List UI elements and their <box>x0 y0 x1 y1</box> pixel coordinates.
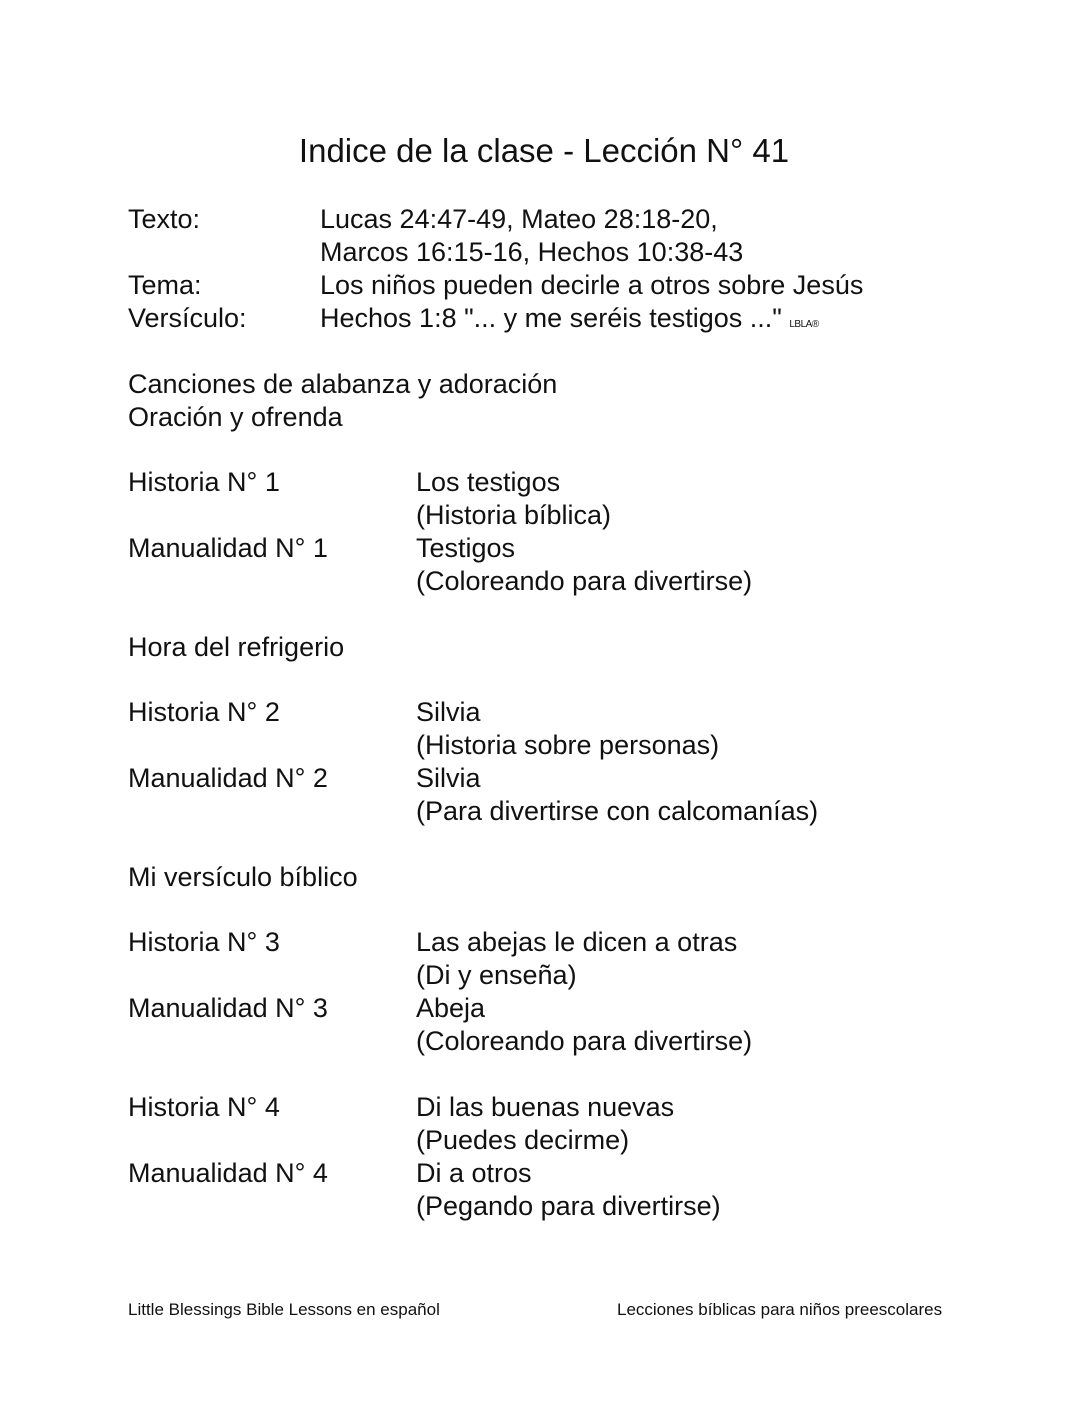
snack-time: Hora del refrigerio <box>128 632 345 662</box>
page-title: Indice de la clase - Lección N° 41 <box>298 132 790 169</box>
craft-4-label: Manualidad N° 4 <box>128 1158 328 1188</box>
craft-4-title: Di a otros <box>416 1158 532 1188</box>
texto-line-2: Marcos 16:15-16, Hechos 10:38-43 <box>320 237 744 267</box>
craft-2-subtitle: (Para divertirse con calcomanías) <box>416 796 819 826</box>
craft-2-title: Silvia <box>416 763 481 793</box>
craft-3-subtitle: (Coloreando para divertirse) <box>416 1026 753 1056</box>
footer-right: Lecciones bíblicas para niños preescolares <box>617 1300 943 1319</box>
story-4-title: Di las buenas nuevas <box>416 1092 675 1122</box>
story-2-subtitle: (Historia sobre personas) <box>416 730 720 760</box>
craft-3-label: Manualidad N° 3 <box>128 993 328 1023</box>
story-3-title: Las abejas le dicen a otras <box>416 927 738 957</box>
craft-1-subtitle: (Coloreando para divertirse) <box>416 566 753 596</box>
story-1-subtitle: (Historia bíblica) <box>416 500 612 530</box>
footer-left: Little Blessings Bible Lessons en español <box>128 1300 440 1319</box>
craft-1-title: Testigos <box>416 533 516 563</box>
prayer-line: Oración y ofrenda <box>128 402 343 432</box>
tema-label: Tema: <box>128 270 202 300</box>
story-1-label: Historia N° 1 <box>128 467 280 497</box>
texto-label: Texto: <box>128 204 201 234</box>
versiculo-text: Hechos 1:8 "... y me seréis testigos ..." <box>320 303 790 333</box>
craft-1-label: Manualidad N° 1 <box>128 533 328 563</box>
story-3-label: Historia N° 3 <box>128 927 280 957</box>
texto-line-1: Lucas 24:47-49, Mateo 28:18-20, <box>320 204 718 234</box>
story-1-title: Los testigos <box>416 467 561 497</box>
story-4-label: Historia N° 4 <box>128 1092 280 1122</box>
songs-line: Canciones de alabanza y adoración <box>128 369 558 399</box>
craft-2-label: Manualidad N° 2 <box>128 763 328 793</box>
bible-version-mark: LBLA® <box>789 319 819 330</box>
story-2-title: Silvia <box>416 697 481 727</box>
bible-verse-line: Mi versículo bíblico <box>128 862 358 892</box>
story-3-subtitle: (Di y enseña) <box>416 960 577 990</box>
story-2-label: Historia N° 2 <box>128 697 280 727</box>
versiculo-label: Versículo: <box>128 303 247 333</box>
craft-4-subtitle: (Pegando para divertirse) <box>416 1191 721 1221</box>
versiculo-value <box>320 302 819 341</box>
tema-value: Los niños pueden decirle a otros sobre Jesús <box>320 270 864 300</box>
story-4-subtitle: (Puedes decirme) <box>416 1125 630 1155</box>
craft-3-title: Abeja <box>416 993 486 1023</box>
